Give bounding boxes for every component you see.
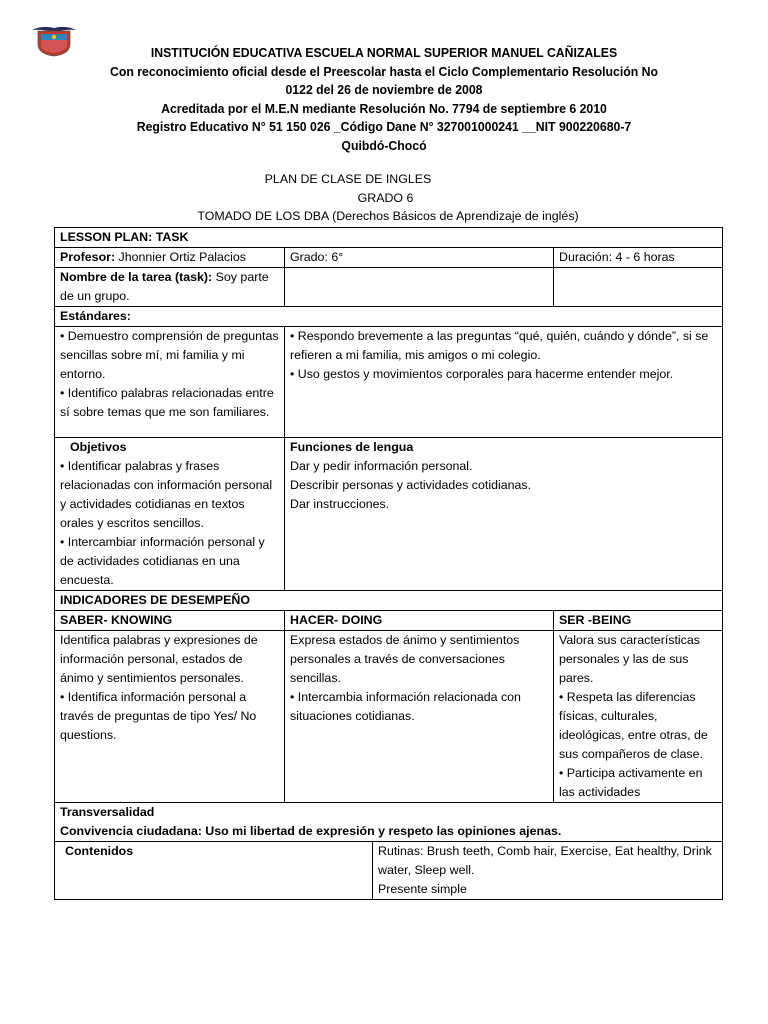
table-row [55, 307, 723, 327]
saber-label: SABER- KNOWING [55, 611, 285, 631]
ser-cell [554, 631, 723, 803]
funciones-label: Funciones de lengua [290, 440, 414, 454]
funciones-cell [285, 438, 723, 591]
lesson-plan-label: LESSON PLAN: TASK [55, 228, 723, 248]
tarea-value: Soy parte de un grupo. [60, 270, 269, 303]
objetivos-label: Objetivos [70, 440, 127, 454]
institution-header [83, 44, 686, 156]
profesor-cell [55, 248, 285, 268]
resolution-date: 0122 del 26 de noviembre de 2008 [285, 82, 483, 98]
list-item: Expresa estados de ánimo y sentimientos personales a través de conversaciones sencillas. [290, 633, 520, 685]
hacer-cell [285, 631, 554, 803]
estandares-right [285, 327, 723, 438]
plan-source: TOMADO DE LOS DBA (Derechos Básicos de Aprendizaje de inglés) [197, 209, 579, 224]
table-row [55, 611, 723, 631]
list-item: Dar instrucciones. [290, 497, 390, 511]
list-item: • Uso gestos y movimientos corporales para hacerme entender mejor. [290, 367, 674, 381]
plan-titles [54, 170, 722, 226]
indicadores-label: INDICADORES DE DESEMPEÑO [55, 591, 723, 611]
list-item: • Respondo brevemente a las preguntas “qué, quién, cuándo y dónde”, si se refieren a mi familia, mis amigos o mi colegio. [290, 329, 709, 362]
list-item: Rutinas: Brush teeth, Comb hair, Exercise, Eat healthy, Drink water, Sleep well. [378, 844, 712, 877]
contenidos-label: Contenidos [55, 842, 373, 900]
institution-name: INSTITUCIÓN EDUCATIVA ESCUELA NORMAL SUPERIOR MANUEL CAÑIZALES [150, 45, 618, 60]
estandares-label: Estándares: [55, 307, 723, 327]
list-item: Identifica palabras y expresiones de información personal, estados de ánimo y sentimientos personales. [60, 633, 258, 685]
registry-line: Registro Educativo N° 51 150 026 _Código Dane N° 327001000241 __NIT 900220680-7 [136, 119, 632, 135]
table-row [55, 268, 723, 307]
table-row [55, 842, 723, 900]
list-item: • Intercambia información relacionada con situaciones cotidianas. [290, 690, 521, 723]
tarea-cell [55, 268, 285, 307]
table-row [55, 438, 723, 591]
list-item: • Identifico palabras relacionadas entre sí sobre temas que me son familiares. [60, 386, 274, 419]
list-item: Dar y pedir información personal. [290, 459, 473, 473]
profesor-label: Profesor: [60, 250, 116, 264]
estandares-left [55, 327, 285, 438]
table-row [55, 228, 723, 248]
table-row [55, 803, 723, 842]
table-row [55, 631, 723, 803]
transversalidad-cell [55, 803, 723, 842]
grado-cell: Grado: 6° [285, 248, 554, 268]
list-item: • Intercambiar información personal y de actividades cotidianas en una encuesta. [60, 535, 265, 587]
list-item: • Participa activamente en las actividades [559, 766, 703, 799]
school-crest-logo [30, 24, 78, 58]
empty-cell [285, 268, 554, 307]
empty-cell [554, 268, 723, 307]
city-line: Quibdó-Chocó [341, 137, 427, 153]
transversalidad-label: Transversalidad [60, 805, 155, 819]
contenidos-cell [373, 842, 723, 900]
convivencia-text: Convivencia ciudadana: Uso mi libertad de expresión y respeto las opiniones ajenas. [60, 824, 562, 838]
list-item: • Demuestro comprensión de preguntas sencillas sobre mí, mi familia y mi entorno. [60, 329, 279, 381]
objetivos-cell [55, 438, 285, 591]
profesor-value: Jhonnier Ortiz Palacios [115, 250, 246, 264]
plan-title: PLAN DE CLASE DE INGLES [264, 172, 432, 186]
list-item: • Identificar palabras y frases relacionadas con información personal y actividades cotidianas en textos orales y escritos sencillos. [60, 459, 273, 530]
recognition-line: Con reconocimiento oficial desde el Preescolar hasta el Ciclo Complementario Resolución No [110, 63, 658, 79]
table-row [55, 591, 723, 611]
table-row [55, 248, 723, 268]
ser-label: SER -BEING [554, 611, 723, 631]
list-item: Valora sus características personales y las de sus pares. [559, 633, 700, 685]
plan-grade: GRADO 6 [357, 190, 414, 205]
tarea-label: Nombre de la tarea (task): [60, 270, 213, 284]
list-item: Describir personas y actividades cotidianas. [290, 478, 532, 492]
saber-cell [55, 631, 285, 803]
hacer-label: HACER- DOING [285, 611, 554, 631]
lesson-plan-table [54, 227, 723, 900]
list-item: • Identifica información personal a través de preguntas de tipo Yes/ No questions. [60, 690, 257, 742]
list-item: Presente simple [378, 882, 467, 896]
table-row [55, 327, 723, 438]
accreditation-line: Acreditada por el M.E.N mediante Resolución No. 7794 de septiembre 6 2010 [161, 100, 607, 116]
duracion-cell: Duración: 4 - 6 horas [554, 248, 723, 268]
list-item: • Respeta las diferencias físicas, culturales, ideológicas, entre otras, de sus compañeros de clase. [559, 690, 708, 761]
